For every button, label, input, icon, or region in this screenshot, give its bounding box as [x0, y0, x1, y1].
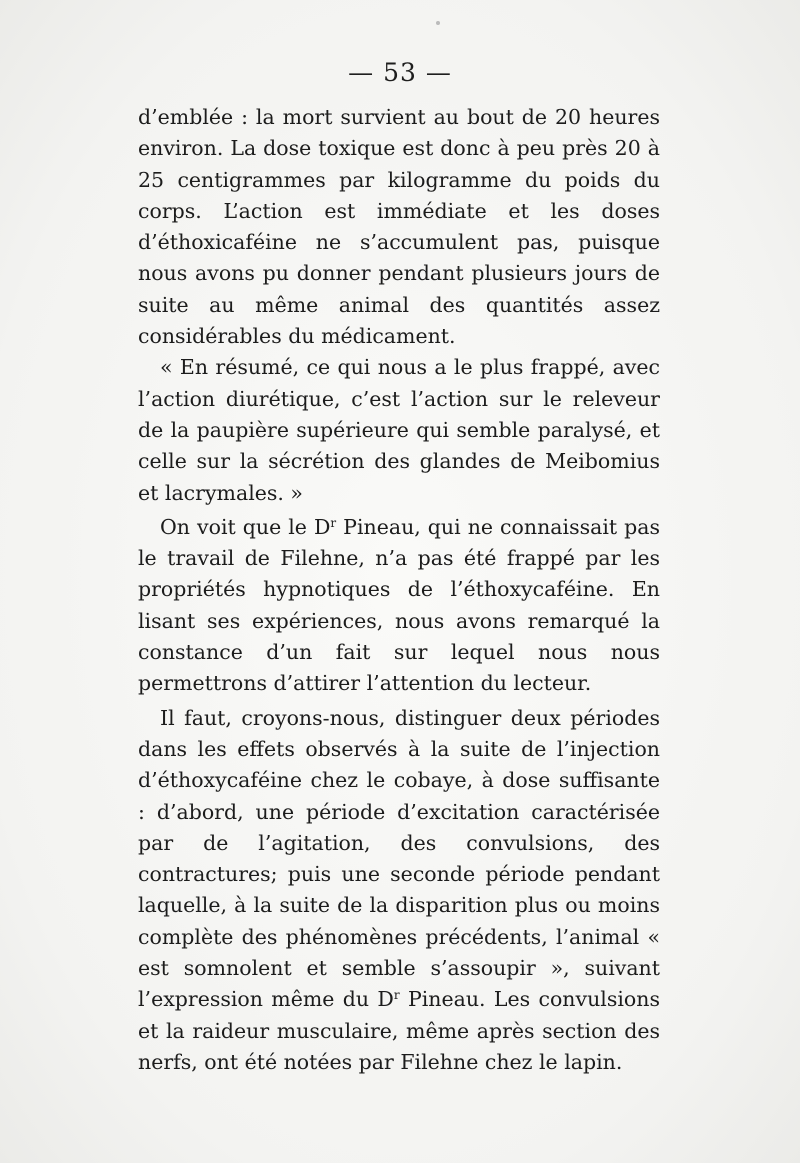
paragraph-3-superscript: r	[330, 515, 337, 530]
paragraph-4-after: Pineau. Les convulsions et la raideur musculaire, même après section des nerfs, ont été notées par Filehne chez le lapin.	[138, 987, 660, 1074]
body-text	[138, 102, 660, 1078]
paragraph-1: d’emblée : la mort survient au bout de 20 heures environ. La dose toxique est donc à peu près 20 à 25 centigrammes par kilogramme du poids du corps. L’action est immédiate et les doses d’éthoxicaféine ne s’accumulent pas, puisque nous avons pu donner pendant plusieurs jours de suite au même animal des quantités assez considérables du médicament.	[138, 105, 660, 349]
paragraph-3-after: Pineau, qui ne connaissait pas le travail de Filehne, n’a pas été frappé par les propriétés hypnotiques de l’éthoxycaféine. En lisant ses expériences, nous avons remarqué la constance d’un fait sur lequel nous nous permettrons d’attirer l’attention du lecteur.	[138, 514, 661, 696]
paragraph-4-before: Il faut, croyons-nous, distinguer deux périodes dans les effets observés à la suite de l’injection d’éthoxycaféine chez le cobaye, à dose suffisante : d’abord, une période d’excitation caractérisée par de l’agitation, des convulsions, des contractures; puis une seconde période pendant laquelle, à la suite de la disparition plus ou moins complète des phénomènes précédents, l’animal « est somnolent et semble s’assoupir », suivant l’expression même du D	[138, 705, 660, 1012]
paragraph-3	[138, 512, 660, 700]
paragraph-4-superscript: r	[393, 988, 400, 1003]
paper-speck	[436, 21, 440, 25]
paragraph-2: « En résumé, ce qui nous a le plus frappé, avec l’action diurétique, c’est l’action sur le releveur de la paupière supérieure qui semble paralysé, et celle sur la sécrétion des glandes de Meibomius et lacrymales. »	[138, 355, 660, 505]
page-number: — 53 —	[348, 58, 452, 87]
paragraph-3-before: On voit que le D	[160, 514, 331, 539]
paragraph-4	[138, 703, 660, 1079]
